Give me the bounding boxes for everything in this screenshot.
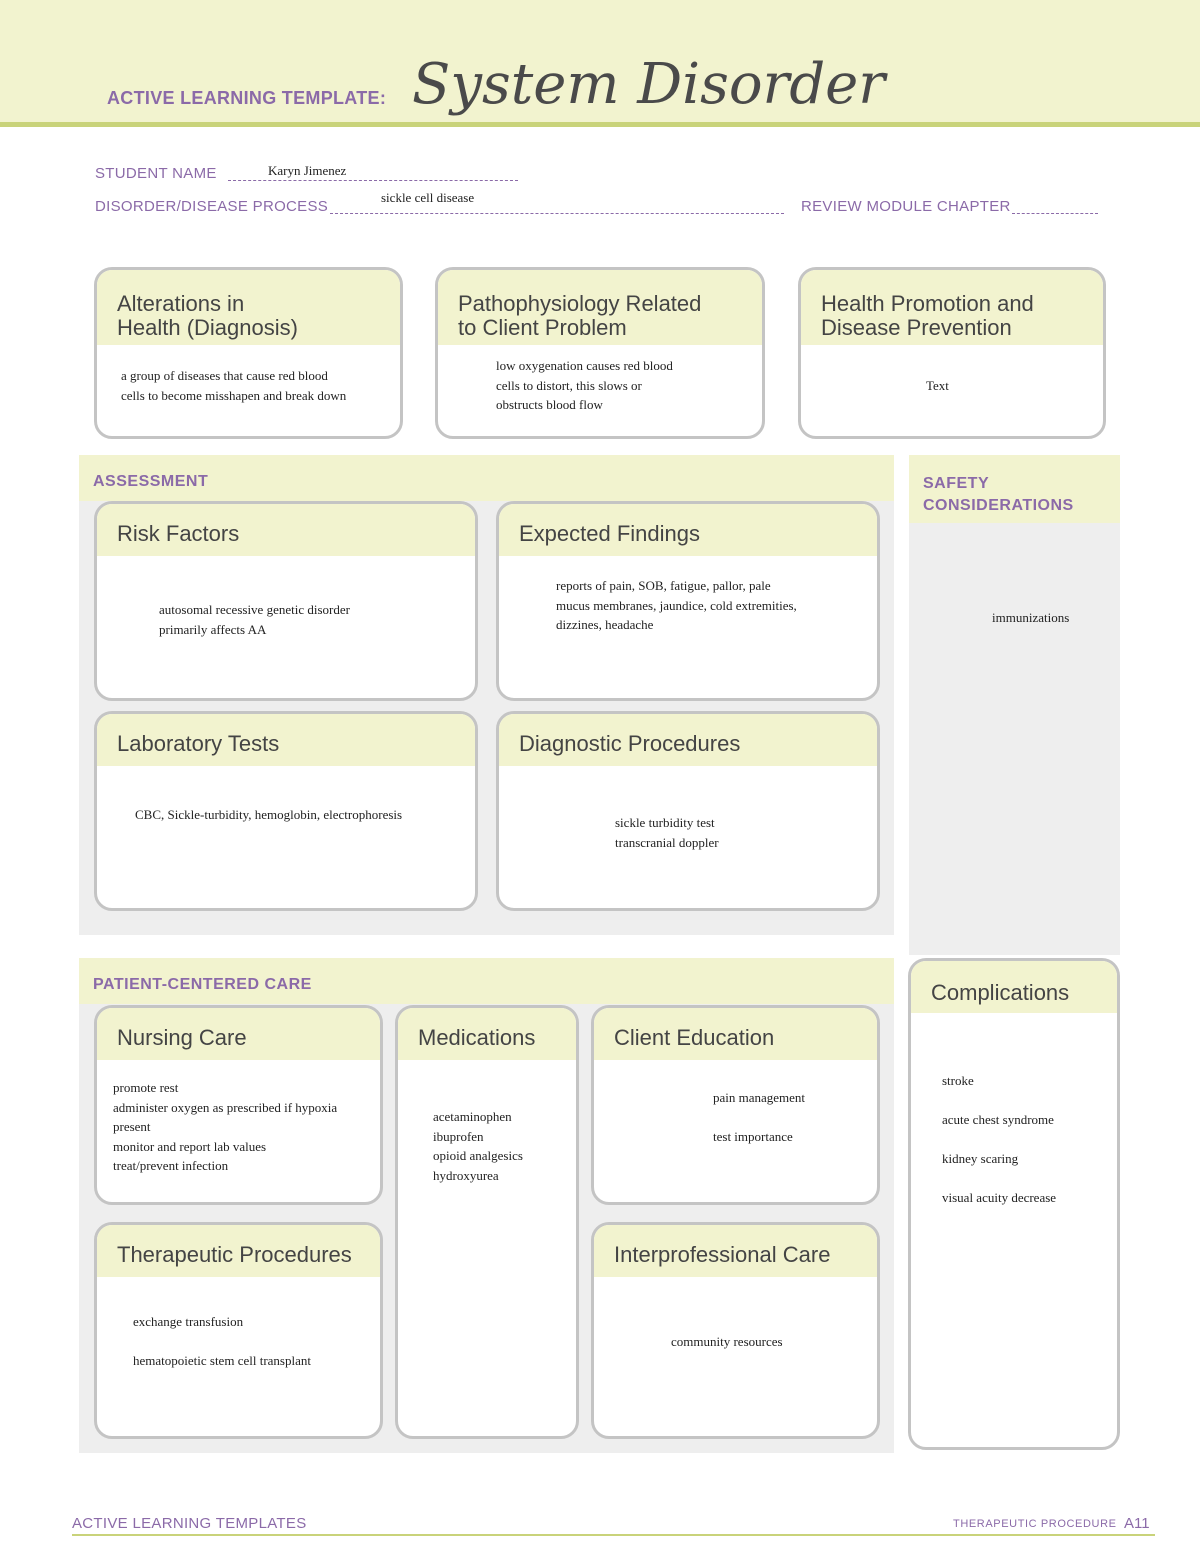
health-promotion-title: Health Promotion and Disease Prevention xyxy=(801,270,1103,345)
alterations-content[interactable]: a group of diseases that cause red blood cells to become misshapen and break down xyxy=(121,368,347,403)
nursing-care-content[interactable]: promote rest administer oxygen as prescribed if hypoxia present monitor and report lab values treat/prevent infection xyxy=(113,1080,338,1173)
complications-content[interactable]: stroke acute chest syndrome kidney scaring visual acuity decrease xyxy=(942,1073,1057,1205)
laboratory-tests-title: Laboratory Tests xyxy=(97,714,475,766)
medications-title: Medications xyxy=(398,1008,576,1060)
expected-findings-title: Expected Findings xyxy=(499,504,877,556)
alterations-title: Alterations in Health (Diagnosis) xyxy=(97,270,400,345)
risk-factors-card xyxy=(94,501,478,701)
template-title: System Disorder xyxy=(412,52,886,117)
diagnostic-procedures-content[interactable]: sickle turbidity test transcranial doppler xyxy=(615,815,719,850)
nursing-care-card xyxy=(94,1005,383,1205)
complications-card xyxy=(908,958,1120,1450)
template-label: ACTIVE LEARNING TEMPLATE: xyxy=(107,88,387,108)
disorder-line xyxy=(330,213,784,214)
review-module-field[interactable] xyxy=(1012,213,1098,214)
nursing-care-title: Nursing Care xyxy=(97,1008,380,1060)
health-promotion-card xyxy=(798,267,1106,439)
safety-title: SAFETY CONSIDERATIONS xyxy=(909,455,1120,523)
therapeutic-procedures-content[interactable]: exchange transfusion hematopoietic stem cell transplant xyxy=(133,1314,311,1368)
student-name-label: STUDENT NAME xyxy=(95,165,217,182)
laboratory-tests-content[interactable]: CBC, Sickle-turbidity, hemoglobin, electrophoresis xyxy=(135,807,403,822)
client-education-content[interactable]: pain management test importance xyxy=(713,1090,806,1144)
diagnostic-procedures-title: Diagnostic Procedures xyxy=(499,714,877,766)
interprofessional-care-title: Interprofessional Care xyxy=(594,1225,877,1277)
pathophysiology-title: Pathophysiology Related to Client Problem xyxy=(438,270,762,345)
assessment-title: ASSESSMENT xyxy=(79,455,894,501)
client-education-title: Client Education xyxy=(594,1008,877,1060)
safety-panel xyxy=(909,455,1120,955)
health-promotion-content[interactable]: Text xyxy=(926,378,949,393)
footer-rule xyxy=(72,1534,1155,1536)
patient-centered-care-title: PATIENT-CENTERED CARE xyxy=(79,958,894,1004)
client-education-card xyxy=(591,1005,880,1205)
therapeutic-procedures-card xyxy=(94,1222,383,1439)
footer-left: ACTIVE LEARNING TEMPLATES xyxy=(72,1515,307,1532)
medications-card xyxy=(395,1005,579,1439)
alterations-card xyxy=(94,267,403,439)
review-module-label: REVIEW MODULE CHAPTER xyxy=(801,198,1011,215)
interprofessional-care-card xyxy=(591,1222,880,1439)
safety-content[interactable]: immunizations xyxy=(992,610,1070,625)
header-rule xyxy=(0,122,1200,127)
disorder-field[interactable]: sickle cell disease xyxy=(381,190,475,205)
footer-right: THERAPEUTIC PROCEDURE xyxy=(953,1518,1117,1530)
risk-factors-title: Risk Factors xyxy=(97,504,475,556)
diagnostic-procedures-card xyxy=(496,711,880,911)
pathophysiology-card xyxy=(435,267,765,439)
interprofessional-care-content[interactable]: community resources xyxy=(671,1334,783,1349)
expected-findings-card xyxy=(496,501,880,701)
complications-title: Complications xyxy=(911,961,1117,1013)
page-number: A11 xyxy=(1124,1515,1150,1532)
expected-findings-content[interactable]: reports of pain, SOB, fatigue, pallor, pale mucus membranes, jaundice, cold extremities, dizzines, headache xyxy=(556,578,797,632)
medications-content[interactable]: acetaminophen ibuprofen opioid analgesics hydroxyurea xyxy=(433,1109,523,1183)
risk-factors-content[interactable]: autosomal recessive genetic disorder primarily affects AA xyxy=(159,602,350,637)
therapeutic-procedures-title: Therapeutic Procedures xyxy=(97,1225,380,1277)
laboratory-tests-card xyxy=(94,711,478,911)
pathophysiology-content[interactable]: low oxygenation causes red blood cells to distort, this slows or obstructs blood flow xyxy=(496,358,673,412)
student-name-field[interactable]: Karyn Jimenez xyxy=(268,163,347,178)
disorder-label: DISORDER/DISEASE PROCESS xyxy=(95,198,329,215)
